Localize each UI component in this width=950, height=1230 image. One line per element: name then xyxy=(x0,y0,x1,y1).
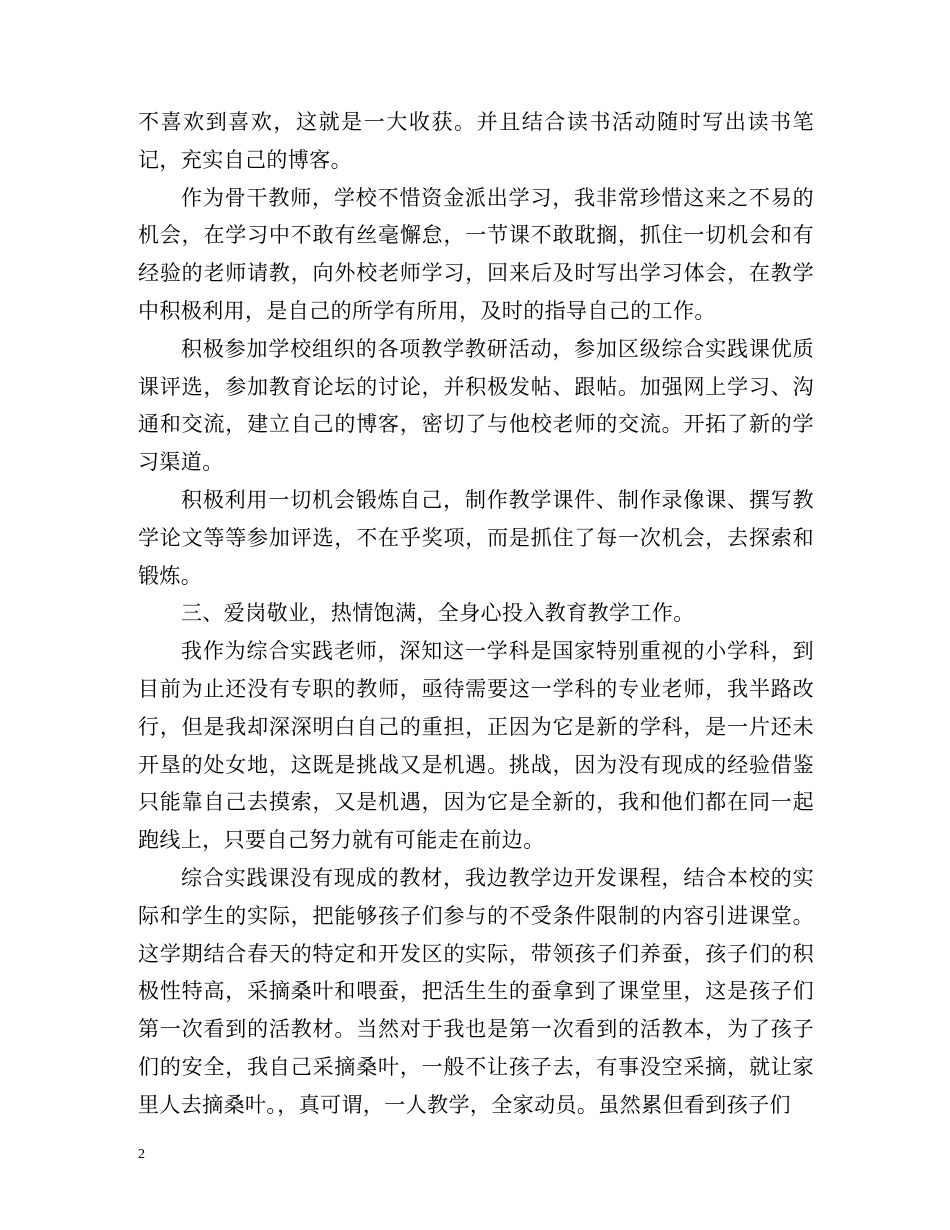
document-body xyxy=(138,104,814,1125)
paragraph-4: 积极利用一切机会锻炼自己，制作教学课件、制作录像课、撰写教学论文等等参加评选，不在乎奖项，而是抓住了每一次机会，去探索和锻炼。 xyxy=(138,487,814,588)
paragraph-2: 作为骨干教师，学校不惜资金派出学习，我非常珍惜这来之不易的机会，在学习中不敢有丝毫懈怠，一节课不敢耽搁，抓住一切机会和有经验的老师请教，向外校老师学习，回来后及时写出学习体会，在教学中积极利用，是自己的所学有所用，及时的指导自己的工作。 xyxy=(138,185,814,323)
paragraph-5: 我作为综合实践老师，深知这一学科是国家特别重视的小学科，到目前为止还没有专职的教师，亟待需要这一学科的专业老师，我半路改行，但是我却深深明白自己的重担，正因为它是新的学科，是一片还未开垦的处女地，这既是挑战又是机遇。挑战，因为没有现成的经验借鉴只能靠自己去摸索，又是机遇，因为它是全新的，我和他们都在同一起跑线上，只要自己努力就有可能走在前边。 xyxy=(138,639,814,853)
paragraph-6: 综合实践课没有现成的教材，我边教学边开发课程，结合本校的实际和学生的实际，把能够孩子们参与的不受条件限制的内容引进课堂。这学期结合春天的特定和开发区的实际，带领孩子们养蚕，孩子们的积极性特高，采摘桑叶和喂蚕，把活生生的蚕拿到了课堂里，这是孩子们第一次看到的活教材。当然对于我也是第一次看到的活教本，为了孩子们的安全，我自己采摘桑叶，一般不让孩子去，有事没空采摘，就让家里人去摘桑叶。，真可谓，一人教学，全家动员。虽然累但看到孩子们 xyxy=(138,865,814,1117)
page-number: 2 xyxy=(138,1147,145,1162)
paragraph-1: 不喜欢到喜欢，这就是一大收获。并且结合读书活动随时写出读书笔记，充实自己的博客。 xyxy=(138,110,814,172)
section-heading: 三、爱岗敬业，热情饱满，全身心投入教育教学工作。 xyxy=(181,601,695,626)
paragraph-3: 积极参加学校组织的各项教学教研活动，参加区级综合实践课优质课评选，参加教育论坛的讨论，并积极发帖、跟帖。加强网上学习、沟通和交流，建立自己的博客，密切了与他校老师的交流。开拓了新的学习渠道。 xyxy=(138,336,814,475)
